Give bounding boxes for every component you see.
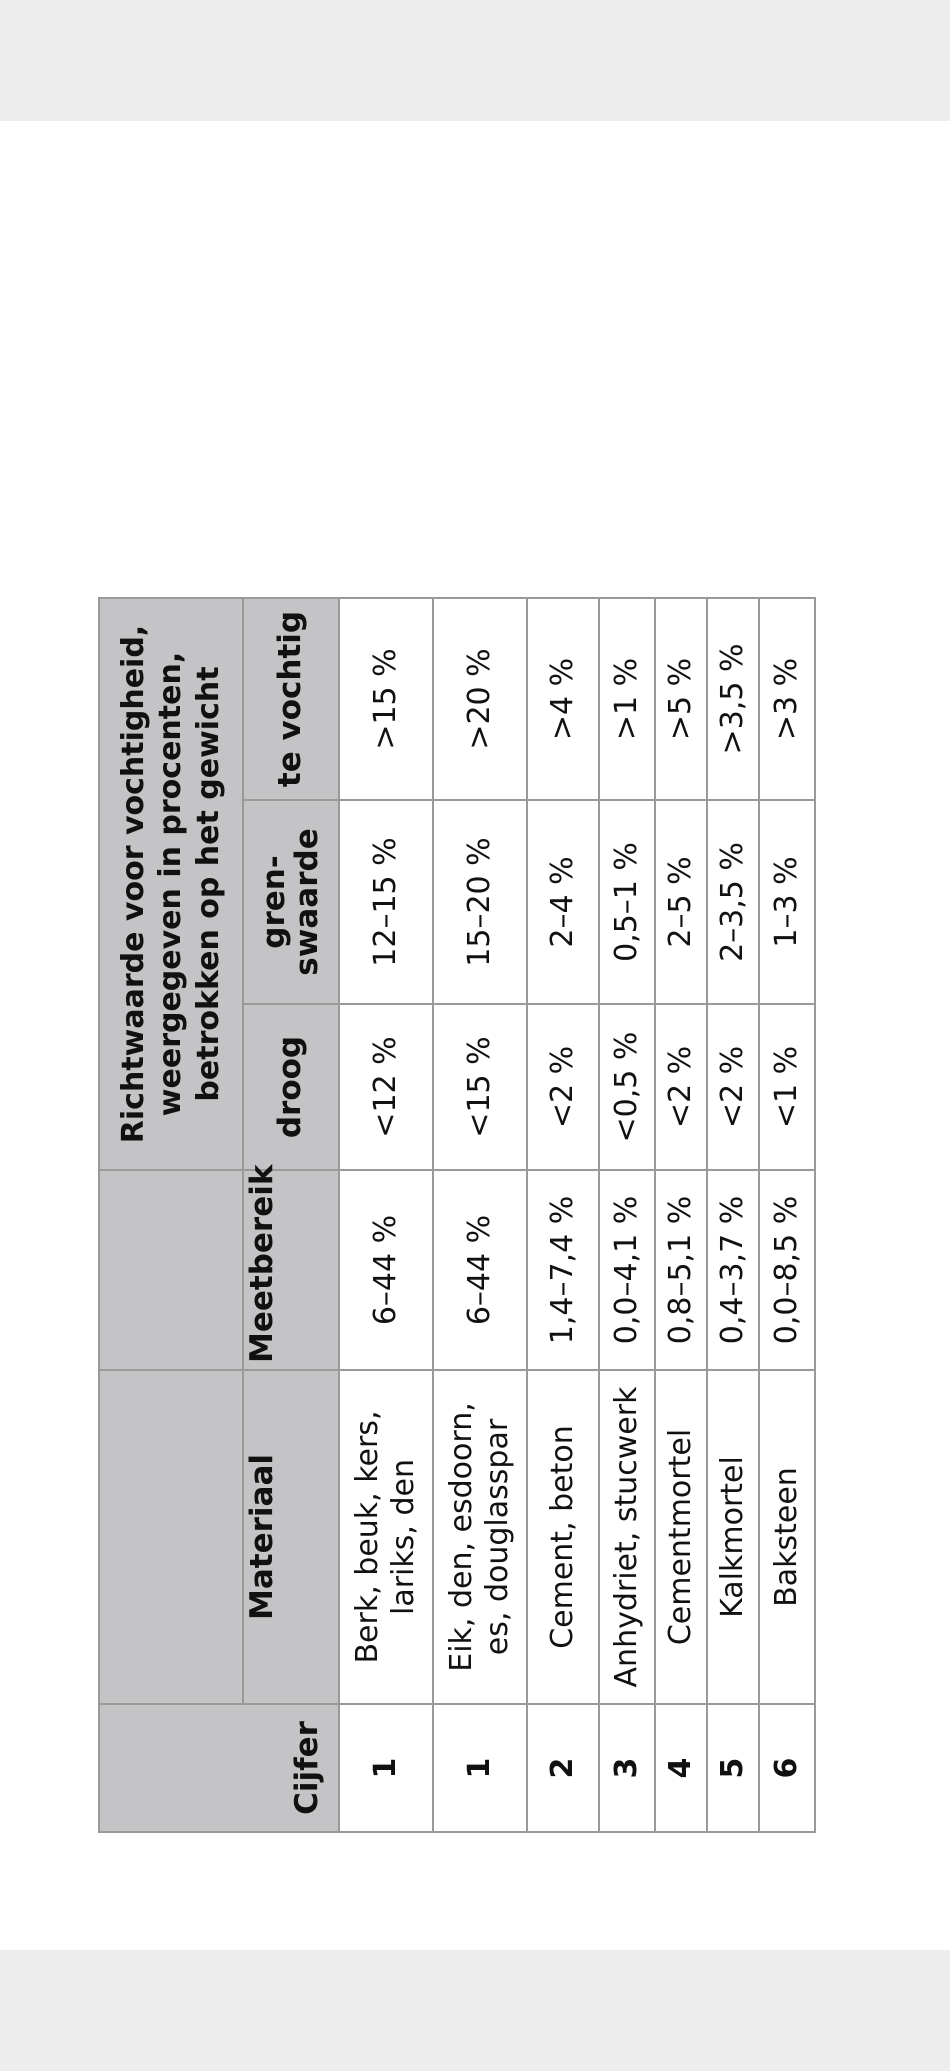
cell-grenswaarde: 1–3 % bbox=[759, 800, 815, 1004]
header-group-richtwaarde: Richtwaarde voor vochtigheid, weergegeven in procenten, betrokken op het gewicht bbox=[99, 598, 243, 1170]
cell-te-vochtig: >20 % bbox=[433, 598, 527, 800]
cell-grenswaarde: 15–20 % bbox=[433, 800, 527, 1004]
cell-te-vochtig: >5 % bbox=[655, 598, 707, 800]
cell-te-vochtig: >15 % bbox=[339, 598, 433, 800]
cell-materiaal: Eik, den, esdoorn, es, douglasspar bbox=[433, 1370, 527, 1704]
cell-cijfer: 2 bbox=[527, 1704, 599, 1832]
cell-meetbereik: 6–44 % bbox=[433, 1170, 527, 1370]
table-row bbox=[527, 598, 599, 1832]
header-grenswaarde: gren- swaarde bbox=[243, 800, 339, 1004]
cell-te-vochtig: >3 % bbox=[759, 598, 815, 800]
cell-meetbereik: 6–44 % bbox=[339, 1170, 433, 1370]
cell-materiaal: Baksteen bbox=[759, 1370, 815, 1704]
cell-droog: <2 % bbox=[707, 1004, 759, 1170]
cell-grenswaarde: 12–15 % bbox=[339, 800, 433, 1004]
cell-grenswaarde: 2–5 % bbox=[655, 800, 707, 1004]
header-cijfer: Cijfer bbox=[99, 1704, 339, 1832]
table-row bbox=[433, 598, 527, 1832]
header-row-columns bbox=[243, 598, 339, 1832]
cell-meetbereik: 0,0–4,1 % bbox=[599, 1170, 655, 1370]
cell-meetbereik: 0,8–5,1 % bbox=[655, 1170, 707, 1370]
table-row bbox=[759, 598, 815, 1832]
cell-materiaal: Anhydriet, stucwerk bbox=[599, 1370, 655, 1704]
cell-te-vochtig: >3,5 % bbox=[707, 598, 759, 800]
cell-cijfer: 3 bbox=[599, 1704, 655, 1832]
cell-grenswaarde: 0,5–1 % bbox=[599, 800, 655, 1004]
header-blank-materiaal bbox=[99, 1370, 243, 1704]
cell-meetbereik: 0,4–3,7 % bbox=[707, 1170, 759, 1370]
cell-cijfer: 6 bbox=[759, 1704, 815, 1832]
cell-droog: <0,5 % bbox=[599, 1004, 655, 1170]
header-droog: droog bbox=[243, 1004, 339, 1170]
cell-cijfer: 1 bbox=[339, 1704, 433, 1832]
cell-grenswaarde: 2–3,5 % bbox=[707, 800, 759, 1004]
cell-materiaal: Cement, beton bbox=[527, 1370, 599, 1704]
header-blank-meetbereik bbox=[99, 1170, 243, 1370]
cell-te-vochtig: >4 % bbox=[527, 598, 599, 800]
table-row bbox=[599, 598, 655, 1832]
table-row bbox=[339, 598, 433, 1832]
cell-materiaal: Cementmortel bbox=[655, 1370, 707, 1704]
cell-cijfer: 1 bbox=[433, 1704, 527, 1832]
cell-meetbereik: 0,0–8,5 % bbox=[759, 1170, 815, 1370]
header-te-vochtig: te vochtig bbox=[243, 598, 339, 800]
manual-page bbox=[0, 121, 950, 1950]
cell-materiaal: Kalkmortel bbox=[707, 1370, 759, 1704]
header-materiaal: Materiaal bbox=[243, 1370, 339, 1704]
cell-cijfer: 5 bbox=[707, 1704, 759, 1832]
table-row bbox=[655, 598, 707, 1832]
cell-droog: <15 % bbox=[433, 1004, 527, 1170]
cell-materiaal: Berk, beuk, kers, lariks, den bbox=[339, 1370, 433, 1704]
cell-droog: <2 % bbox=[655, 1004, 707, 1170]
header-meetbereik: Meetbereik bbox=[243, 1170, 339, 1370]
cell-droog: <12 % bbox=[339, 1004, 433, 1170]
cell-cijfer: 4 bbox=[655, 1704, 707, 1832]
cell-droog: <2 % bbox=[527, 1004, 599, 1170]
moisture-table-rotated bbox=[98, 599, 814, 1833]
cell-te-vochtig: >1 % bbox=[599, 598, 655, 800]
cell-grenswaarde: 2–4 % bbox=[527, 800, 599, 1004]
moisture-table bbox=[98, 597, 816, 1833]
table-row bbox=[707, 598, 759, 1832]
cell-droog: <1 % bbox=[759, 1004, 815, 1170]
moisture-table-container bbox=[98, 599, 814, 1833]
cell-meetbereik: 1,4–7,4 % bbox=[527, 1170, 599, 1370]
header-row-group bbox=[99, 598, 243, 1832]
